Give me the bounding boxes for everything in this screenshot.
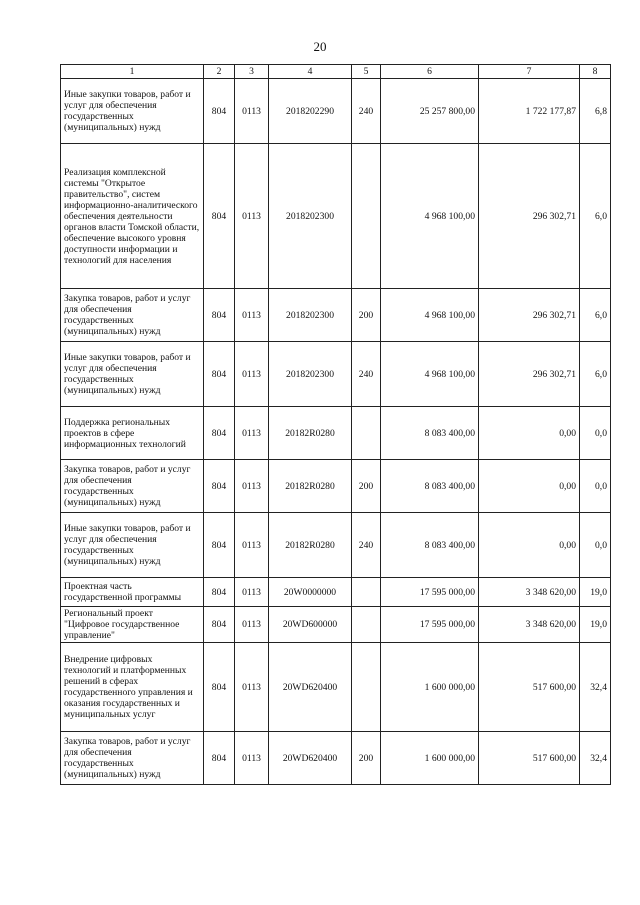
cell-c7: 296 302,71 (479, 342, 580, 407)
page-number: 20 (313, 39, 327, 54)
cell-c3: 0113 (235, 79, 269, 144)
cell-c5: 200 (352, 460, 381, 513)
cell-c6: 1 600 000,00 (381, 732, 479, 785)
column-header-1: 1 (61, 65, 204, 79)
cell-c6: 25 257 800,00 (381, 79, 479, 144)
cell-c5 (352, 643, 381, 732)
cell-c6: 4 968 100,00 (381, 342, 479, 407)
cell-c6: 8 083 400,00 (381, 460, 479, 513)
row-name-cell: Закупка товаров, работ и услуг для обеспечения государственных (муниципальных) нужд (61, 289, 204, 342)
row-name-cell: Внедрение цифровых технологий и платформенных решений в сферах государственного управления и оказания государственных и муниципальных услуг (61, 643, 204, 732)
cell-c7: 517 600,00 (479, 643, 580, 732)
cell-c7: 0,00 (479, 513, 580, 578)
cell-c8: 6,8 (580, 79, 611, 144)
cell-c8: 0,0 (580, 407, 611, 460)
cell-c7: 3 348 620,00 (479, 607, 580, 643)
table-row (61, 607, 611, 643)
cell-c4: 20WD600000 (269, 607, 352, 643)
cell-c6: 8 083 400,00 (381, 407, 479, 460)
cell-c6: 17 595 000,00 (381, 578, 479, 607)
header-row (61, 65, 611, 79)
cell-c5: 240 (352, 79, 381, 144)
cell-c4: 2018202300 (269, 144, 352, 289)
row-name-cell: Закупка товаров, работ и услуг для обеспечения государственных (муниципальных) нужд (61, 460, 204, 513)
cell-c5: 240 (352, 513, 381, 578)
row-name-cell: Иные закупки товаров, работ и услуг для обеспечения государственных (муниципальных) нужд (61, 513, 204, 578)
cell-c5 (352, 407, 381, 460)
cell-c3: 0113 (235, 607, 269, 643)
row-name-cell: Проектная часть государственной программы (61, 578, 204, 607)
cell-c8: 0,0 (580, 513, 611, 578)
cell-c5: 240 (352, 342, 381, 407)
cell-c4: 2018202290 (269, 79, 352, 144)
cell-c5 (352, 144, 381, 289)
cell-c2: 804 (204, 513, 235, 578)
cell-c4: 20WD620400 (269, 732, 352, 785)
cell-c3: 0113 (235, 578, 269, 607)
cell-c3: 0113 (235, 643, 269, 732)
cell-c2: 804 (204, 578, 235, 607)
table-row (61, 513, 611, 578)
column-header-5: 5 (352, 65, 381, 79)
cell-c7: 1 722 177,87 (479, 79, 580, 144)
cell-c7: 0,00 (479, 407, 580, 460)
row-name-cell: Региональный проект "Цифровое государственное управление" (61, 607, 204, 643)
cell-c8: 19,0 (580, 578, 611, 607)
cell-c3: 0113 (235, 407, 269, 460)
cell-c4: 2018202300 (269, 342, 352, 407)
cell-c8: 19,0 (580, 607, 611, 643)
row-name-cell: Иные закупки товаров, работ и услуг для обеспечения государственных (муниципальных) нужд (61, 342, 204, 407)
cell-c8: 32,4 (580, 643, 611, 732)
column-header-7: 7 (479, 65, 580, 79)
cell-c4: 20182R0280 (269, 407, 352, 460)
column-header-8: 8 (580, 65, 611, 79)
cell-c8: 6,0 (580, 342, 611, 407)
cell-c5 (352, 578, 381, 607)
table-row (61, 144, 611, 289)
table-row (61, 79, 611, 144)
row-name-cell: Иные закупки товаров, работ и услуг для обеспечения государственных (муниципальных) нужд (61, 79, 204, 144)
cell-c3: 0113 (235, 144, 269, 289)
table-row (61, 289, 611, 342)
cell-c3: 0113 (235, 342, 269, 407)
cell-c2: 804 (204, 460, 235, 513)
column-header-4: 4 (269, 65, 352, 79)
cell-c7: 296 302,71 (479, 289, 580, 342)
cell-c5: 200 (352, 289, 381, 342)
cell-c3: 0113 (235, 289, 269, 342)
cell-c7: 517 600,00 (479, 732, 580, 785)
cell-c7: 296 302,71 (479, 144, 580, 289)
cell-c6: 4 968 100,00 (381, 289, 479, 342)
cell-c8: 32,4 (580, 732, 611, 785)
cell-c5: 200 (352, 732, 381, 785)
cell-c5 (352, 607, 381, 643)
cell-c6: 8 083 400,00 (381, 513, 479, 578)
cell-c8: 0,0 (580, 460, 611, 513)
table-row (61, 578, 611, 607)
cell-c6: 17 595 000,00 (381, 607, 479, 643)
cell-c4: 20182R0280 (269, 513, 352, 578)
cell-c6: 1 600 000,00 (381, 643, 479, 732)
table-row (61, 643, 611, 732)
cell-c4: 20WD620400 (269, 643, 352, 732)
cell-c2: 804 (204, 607, 235, 643)
cell-c4: 2018202300 (269, 289, 352, 342)
cell-c3: 0113 (235, 513, 269, 578)
cell-c4: 20182R0280 (269, 460, 352, 513)
table-row (61, 460, 611, 513)
cell-c7: 3 348 620,00 (479, 578, 580, 607)
table-row (61, 342, 611, 407)
table-row (61, 407, 611, 460)
cell-c2: 804 (204, 732, 235, 785)
cell-c2: 804 (204, 79, 235, 144)
row-name-cell: Поддержка региональных проектов в сфере информационных технологий (61, 407, 204, 460)
cell-c2: 804 (204, 342, 235, 407)
cell-c3: 0113 (235, 460, 269, 513)
cell-c6: 4 968 100,00 (381, 144, 479, 289)
row-name-cell: Закупка товаров, работ и услуг для обеспечения государственных (муниципальных) нужд (61, 732, 204, 785)
cell-c2: 804 (204, 407, 235, 460)
column-header-6: 6 (381, 65, 479, 79)
cell-c3: 0113 (235, 732, 269, 785)
cell-c4: 20W0000000 (269, 578, 352, 607)
table-body (61, 79, 611, 785)
row-name-cell: Реализация комплексной системы "Открытое правительство", систем информационно-аналитического обеспечения деятельности органов власти Томской области, обеспечение высокого уровня доступности информации и технологий для населения (61, 144, 204, 289)
column-header-2: 2 (204, 65, 235, 79)
column-header-3: 3 (235, 65, 269, 79)
cell-c8: 6,0 (580, 289, 611, 342)
table-row (61, 732, 611, 785)
cell-c2: 804 (204, 144, 235, 289)
cell-c7: 0,00 (479, 460, 580, 513)
budget-table (60, 64, 611, 785)
cell-c8: 6,0 (580, 144, 611, 289)
cell-c2: 804 (204, 643, 235, 732)
cell-c2: 804 (204, 289, 235, 342)
